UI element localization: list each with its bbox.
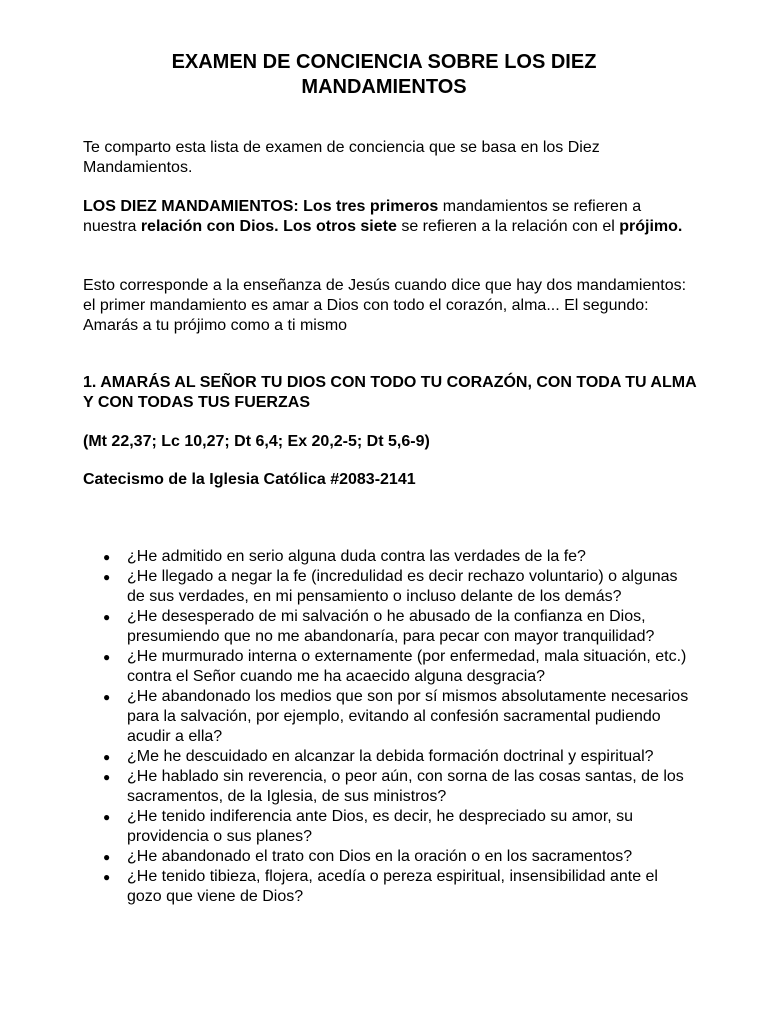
title-line-1: EXAMEN DE CONCIENCIA SOBRE LOS DIEZ: [171, 51, 597, 73]
question-text: ¿He tenido tibieza, flojera, acedía o pereza espiritual, insensibilidad ante el gozo que viene de Dios?: [127, 868, 658, 905]
question-text: ¿He abandonado los medios que son por sí mismos absolutamente necesarios para la salvación, por ejemplo, evitando al confesión sacramental pudiendo acudir a ella?: [127, 688, 689, 745]
bullet-icon: ●: [103, 690, 111, 704]
commandments-bold-3: prójimo.: [619, 218, 683, 235]
question-text: ¿He llegado a negar la fe (incredulidad es decir rechazo voluntario) o algunas de sus verdades, en mi pensamiento o incluso delante de los demás?: [127, 568, 678, 605]
title-line-2: MANDAMIENTOS: [301, 76, 467, 98]
question-text: ¿He hablado sin reverencia, o peor aún, con sorna de las cosas santas, de los sacramentos, de la Iglesia, de sus ministros?: [127, 768, 684, 805]
bullet-icon: ●: [103, 770, 111, 784]
bullet-icon: ●: [103, 610, 111, 624]
bullet-icon: ●: [103, 550, 111, 564]
question-item: [83, 867, 693, 907]
bullet-icon: ●: [103, 810, 111, 824]
bullet-icon: ●: [103, 850, 111, 864]
question-item: [83, 687, 693, 747]
commandments-paragraph: [83, 197, 693, 237]
bullet-icon: ●: [103, 650, 111, 664]
intro-paragraph: Te comparto esta lista de examen de conciencia que se basa en los Diez Mandamientos.: [83, 139, 600, 176]
question-item: [83, 847, 693, 867]
bullet-icon: ●: [103, 750, 111, 764]
question-text: ¿He tenido indiferencia ante Dios, es decir, he despreciado su amor, su providencia o sus planes?: [127, 808, 634, 845]
commandments-lead: LOS DIEZ MANDAMIENTOS: Los tres primeros: [83, 198, 439, 215]
bullet-icon: ●: [103, 870, 111, 884]
question-item: [83, 807, 693, 847]
question-item: [83, 647, 693, 687]
commandments-bold-2: relación con Dios. Los otros siete: [140, 218, 397, 235]
examination-question-list: [83, 547, 693, 907]
question-item: [83, 607, 693, 647]
bullet-icon: ●: [103, 570, 111, 584]
question-text: ¿Me he descuidado en alcanzar la debida formación doctrinal y espiritual?: [127, 748, 654, 765]
first-commandment-heading: 1. AMARÁS AL SEÑOR TU DIOS CON TODO TU CORAZÓN, CON TODA TU ALMA Y CON TODAS TUS FUERZAS: [83, 374, 697, 411]
question-text: ¿He admitido en serio alguna duda contra las verdades de la fe?: [127, 548, 586, 565]
teaching-paragraph: Esto corresponde a la enseñanza de Jesús cuando dice que hay dos mandamientos: el primer mandamiento es amar a Dios con todo el corazón, alma... El segundo: Amarás a tu prójimo como a ti mismo: [83, 277, 687, 334]
document-title: [83, 50, 685, 100]
question-text: ¿He abandonado el trato con Dios en la oración o en los sacramentos?: [127, 848, 633, 865]
scripture-references: (Mt 22,37; Lc 10,27; Dt 6,4; Ex 20,2-5; Dt 5,6-9): [83, 433, 430, 450]
question-item: [83, 567, 693, 607]
question-text: ¿He desesperado de mi salvación o he abusado de la confianza en Dios, presumiendo que no me abandonaría, para pecar con mayor tranquilidad?: [127, 608, 655, 645]
commandments-text-1: mandamientos se refieren a nuestra: [83, 198, 642, 235]
catechism-reference: Catecismo de la Iglesia Católica #2083-2141: [83, 471, 416, 488]
question-text: ¿He murmurado interna o externamente (por enfermedad, mala situación, etc.) contra el Señor cuando me ha acaecido alguna desgracia?: [127, 648, 687, 685]
question-item: [83, 747, 693, 767]
question-item: [83, 767, 693, 807]
question-item: [83, 547, 693, 567]
commandments-text-2: se refieren a la relación con el: [396, 218, 620, 235]
